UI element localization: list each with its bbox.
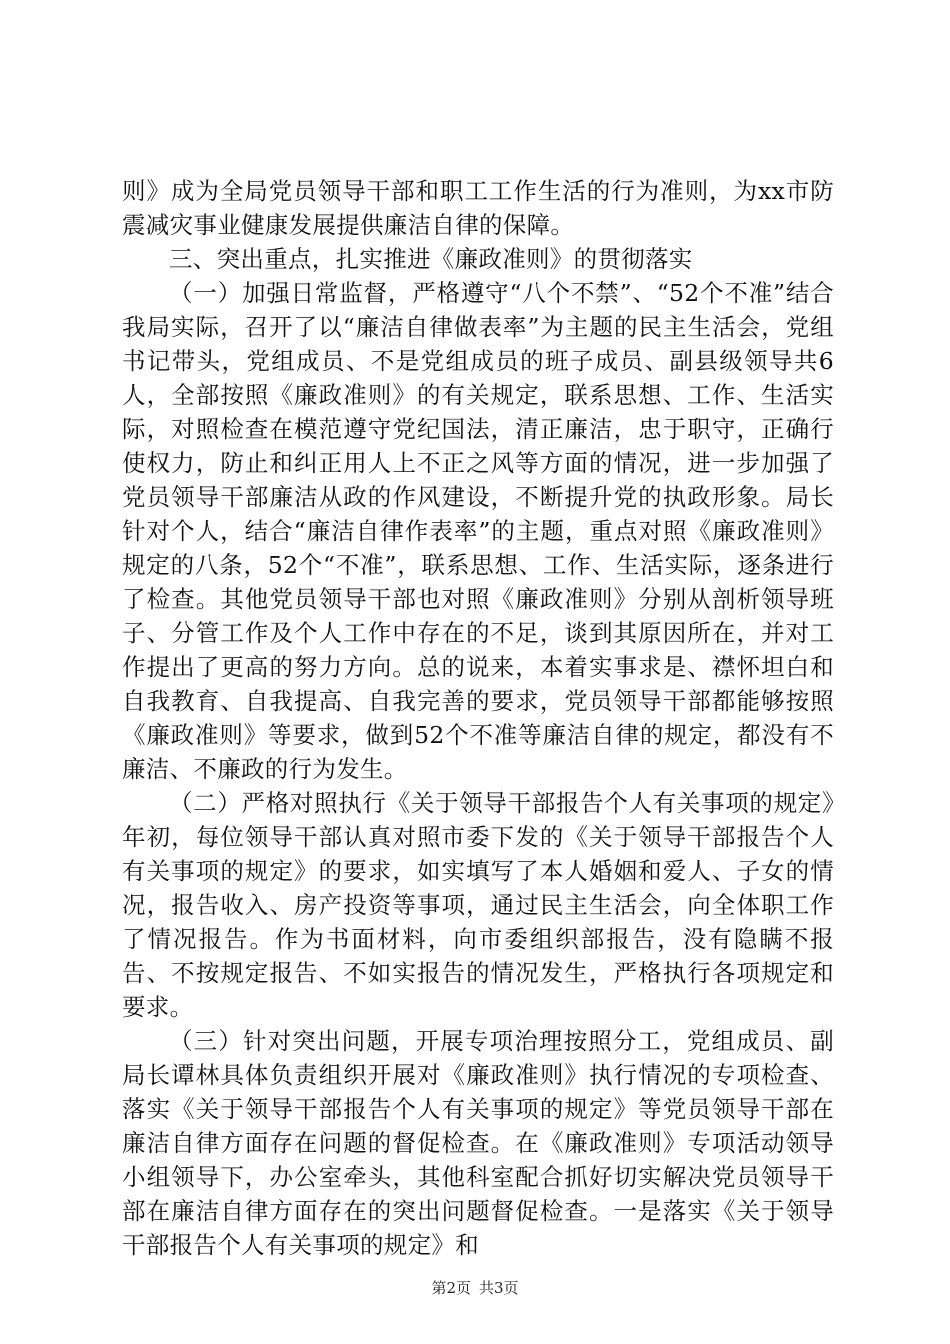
paragraph-item-two: （二）严格对照执行《关于领导干部报告个人有关事项的规定》年初，每位领导干部认真对照市委下发的《关于领导干部报告个人有关事项的规定》的要求，如实填写了本人婚姻和爱人、子女的情况，报告收入、房产投资等事项，通过民主生活会，向全体职工作了情况报告。作为书面材料，向市委组织部报告，没有隐瞒不报告、不按规定报告、不如实报告的情况发生，严格执行各项规定和要求。 — [122, 789, 834, 1021]
paragraph-item-one: （一）加强日常监督，严格遵守“八个不禁”、“52个不准”结合我局实际，召开了以“廉洁自律做表率”为主题的民主生活会，党组书记带头，党组成员、不是党组成员的班子成员、副县级领导共6人，全部按照《廉政准则》的有关规定，联系思想、工作、生活实际，对照检查在模范遵守党纪国法，清正廉洁，忠于职守，正确行使权力，防止和纠正用人上不正之风等方面的情况，进一步加强了党员领导干部廉洁从政的作风建设，不断提升党的执政形象。局长针对个人，结合“廉洁自律作表率”的主题，重点对照《廉政准则》规定的八条，52个“不准”，联系思想、工作、生活实际，逐条进行了检查。其他党员领导干部也对照《廉政准则》分别从剖析领导班子、分管工作及个人工作中存在的不足，谈到其原因所在，并对工作提出了更高的努力方向。总的说来，本着实事求是、襟怀坦白和自我教育、自我提高、自我完善的要求，党员领导干部都能够按照《廉政准则》等要求，做到52个不准等廉洁自律的规定，都没有不廉洁、不廉政的行为发生。 — [122, 279, 834, 783]
page-footer — [0, 1278, 950, 1298]
page-number: 第2页 — [431, 1279, 471, 1297]
section-heading: 三、突出重点，扎实推进《廉政准则》的贯彻落实 — [169, 245, 693, 273]
page-total: 共3页 — [479, 1279, 519, 1297]
paragraph-continuation: 则》成为全局党员领导干部和职工工作生活的行为准则，为xx市防震减灾事业健康发展提供廉洁自律的保障。 — [122, 177, 834, 239]
paragraph-item-three: （三）针对突出问题，开展专项治理按照分工，党组成员、副局长谭林具体负责组织开展对《廉政准则》执行情况的专项检查、落实《关于领导干部报告个人有关事项的规定》等党员领导干部在廉洁自律方面存在问题的督促检查。在《廉政准则》专项活动领导小组领导下，办公室牵头，其他科室配合抓好切实解决党员领导干部在廉洁自律方面存在的突出问题督促检查。一是落实《关于领导干部报告个人有关事项的规定》和 — [122, 1027, 834, 1259]
document-body — [122, 174, 834, 1262]
